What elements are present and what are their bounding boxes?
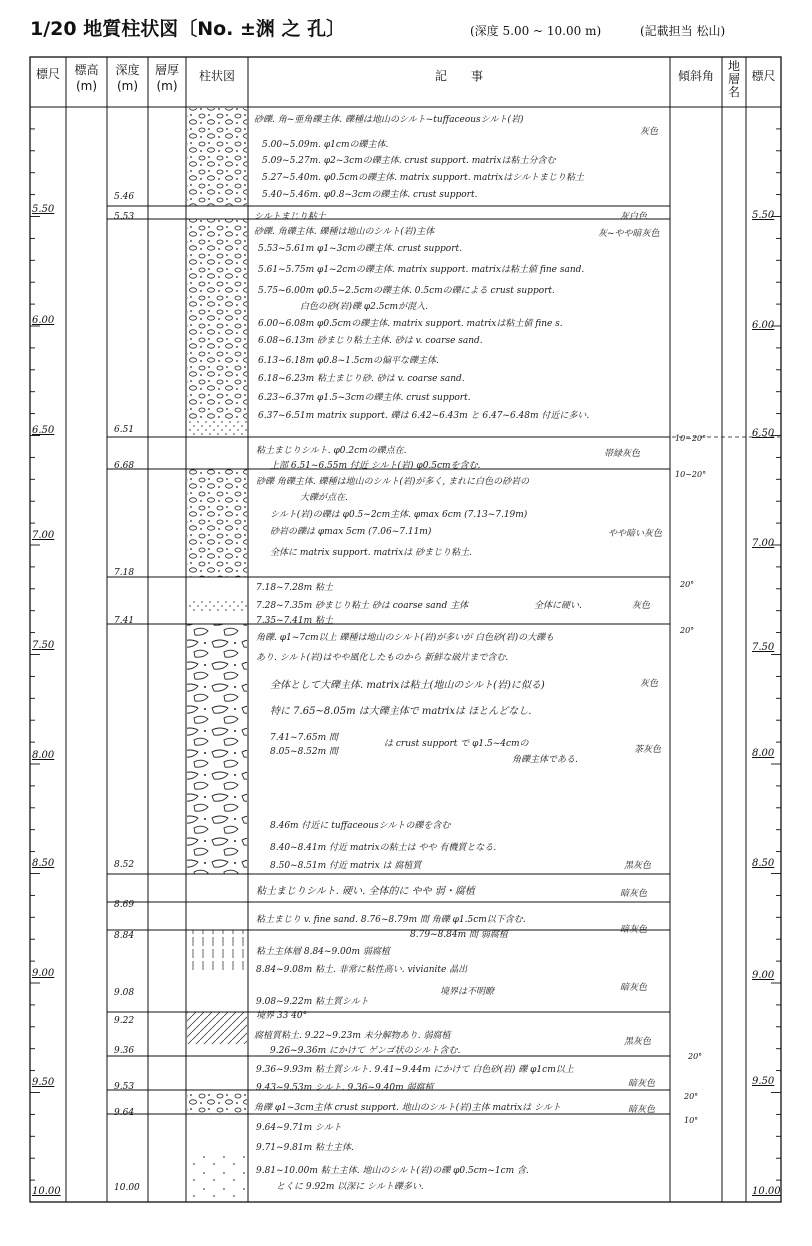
desc-color: 暗灰色 (628, 1079, 656, 1089)
scale-left-7.00: 7.00 (32, 530, 55, 541)
desc-color: 灰白色 (620, 212, 648, 222)
dip-value: 20° (680, 626, 695, 635)
desc-line: シルト(岩)の礫は φ0.5~2cm主体. φmax 6cm (7.13~7.19m) (270, 510, 528, 520)
desc-line: 8.46m 付近に tuffaceousシルトの礫を含む (270, 821, 451, 831)
desc-line: 砂礫 角礫主体. 礫種は地山のシルト(岩)が多く, まれに白色の砂岩の (256, 477, 530, 487)
desc-line: 9.43~9.53m シルト. 9.36~9.40m 弱腐植 (256, 1083, 434, 1093)
depth-range-label: (深度 5.00 ~ 10.00 m) (470, 24, 602, 38)
dip-value: 10~20° (675, 470, 707, 479)
depth-5.46: 5.46 (114, 192, 135, 202)
depth-9.36: 9.36 (114, 1046, 135, 1056)
header-column: 柱状図 (198, 69, 235, 83)
desc-line: 9.81~10.00m 粘土主体. 地山のシルト(岩)の礫 φ0.5cm~1cm 含. (256, 1166, 529, 1176)
header-scale-right: 標尺 (751, 69, 776, 83)
desc-line: 7.28~7.35m 砂まじり粘土 砂は coarse sand 主体 (256, 601, 469, 611)
desc-color: 暗灰色 (628, 1105, 656, 1115)
depth-8.69: 8.69 (114, 900, 135, 910)
scale-right-8.00: 8.00 (752, 748, 775, 759)
desc-line: 境界は不明瞭 (440, 987, 495, 997)
desc-line: 5.27~5.40m. φ0.5cmの礫主体. matrix support. matrixはシルトまじり粘土 (262, 173, 584, 183)
desc-line: 粘土まじり v. fine sand. 8.76~8.79m 間 角礫 φ1.5cm以下含む. (256, 915, 526, 925)
desc-note: 全体に硬い. (534, 601, 582, 611)
depth-7.41: 7.41 (114, 616, 135, 626)
desc-line: 5.61~5.75m φ1~2cmの礫主体. matrix support. matrixは粘土値 fine sand. (258, 265, 585, 275)
scale-right-6.00: 6.00 (752, 320, 775, 331)
desc-color: 灰~やや暗灰色 (598, 229, 660, 239)
desc-line: 腐植質粘土. 9.22~9.23m 未分解物あり. 弱腐植 (254, 1031, 451, 1041)
desc-line: 大礫が点在. (300, 493, 348, 503)
desc-color: 暗灰色 (620, 983, 648, 993)
desc-line: 5.40~5.46m. φ0.8~3cmの礫主体. crust support. (262, 190, 478, 200)
desc-line: 9.36~9.93m 粘土質シルト. 9.41~9.44m にかけて 白色砂(岩) 礫 φ1cm以上 (256, 1065, 574, 1075)
desc-line: シルトまじり粘土 (254, 212, 326, 222)
desc-line: 砂岩の礫は φmax 5cm (7.06~7.11m) (270, 527, 432, 537)
depth-9.22: 9.22 (114, 1016, 135, 1026)
header-elevation-unit: (m) (75, 79, 98, 93)
scale-left-6.00: 6.00 (32, 315, 55, 326)
depth-10.00: 10.00 (114, 1183, 140, 1193)
desc-line: 粘土まじりシルト. φ0.2cmの礫点在. (256, 446, 407, 456)
desc-line: 5.75~6.00m φ0.5~2.5cmの礫主体. 0.5cmの礫による crust support. (258, 286, 555, 296)
desc-line: 5.53~5.61m φ1~3cmの礫主体. crust support. (258, 244, 462, 254)
scale-right-6.50: 6.50 (752, 428, 775, 439)
scale-left-9.00: 9.00 (32, 968, 55, 979)
dip-value: 20° (680, 580, 695, 589)
desc-color: 暗灰色 (620, 889, 648, 899)
header-dip: 傾斜角 (677, 69, 714, 83)
scale-left-5.50: 5.50 (32, 204, 55, 215)
desc-line: あり. シルト(岩)はやや風化したものから 新鮮な破片まで含む. (256, 653, 509, 663)
depth-6.51: 6.51 (114, 425, 135, 435)
desc-line: 6.18~6.23m 粘土まじり砂. 砂は v. coarse sand. (258, 374, 465, 384)
header-depth: 深度 (115, 63, 140, 77)
desc-line: 9.08~9.22m 粘土質シルト (256, 997, 369, 1007)
desc-line: 6.37~6.51m matrix support. 礫は 6.42~6.43m と 6.47~6.48m 付近に多い. (258, 411, 590, 421)
desc-line: 6.23~6.37m φ1.5~3cmの礫主体. crust support. (258, 393, 471, 403)
depth-8.84: 8.84 (114, 931, 135, 941)
recorder-label: (記載担当 松山) (640, 24, 726, 38)
scale-left-8.00: 8.00 (32, 750, 55, 761)
desc-color: 灰色 (632, 601, 651, 611)
desc-line: 粘土主体層 8.84~9.00m 弱腐植 (256, 947, 390, 957)
desc-line: 9.64~9.71m シルト (256, 1123, 342, 1133)
scale-left-10.00: 10.00 (32, 1186, 61, 1197)
desc-line: 白色の砂(岩)礫 φ2.5cmが混入. (300, 302, 428, 312)
depth-9.08: 9.08 (114, 988, 135, 998)
dip-value: 20° (688, 1052, 703, 1061)
desc-line: 8.05~8.52m 間 (270, 747, 339, 757)
desc-line: 9.26~9.36m にかけて ゲンゴ状のシルト含む. (270, 1046, 461, 1056)
desc-line: 7.18~7.28m 粘土 (256, 583, 334, 593)
desc-line: とくに 9.92m 以深に シルト礫多い. (276, 1182, 424, 1192)
desc-line: 5.09~5.27m. φ2~3cmの礫主体. crust support. matrixは粘土分含む (262, 156, 556, 166)
scale-right-5.50: 5.50 (752, 210, 775, 221)
desc-color-mid: 茶灰色 (634, 745, 662, 755)
header-elevation: 標高 (74, 63, 99, 77)
depth-8.52: 8.52 (114, 860, 135, 870)
dip-value: 10~20° (675, 434, 707, 443)
depth-5.53: 5.53 (114, 212, 135, 222)
desc-line: 8.79~8.84m 間 弱腐植 (410, 930, 508, 940)
desc-line: 全体として大礫主体. matrixは粘土(地山のシルト(岩)に似る) (270, 680, 545, 691)
desc-line: 7.35~7.41m 粘土 (256, 616, 334, 626)
dip-value: 10° (684, 1116, 699, 1125)
scale-left-9.50: 9.50 (32, 1077, 55, 1088)
desc-line: 全体に matrix support. matrixは 砂まじり粘土. (270, 548, 472, 558)
dip-value: 20° (684, 1092, 699, 1101)
desc-line: 砂礫. 角~亜角礫主体. 礫種は地山のシルト~tuffaceousシルト(岩) (254, 115, 524, 125)
desc-line: 8.50~8.51m 付近 matrix は 腐植質 (270, 861, 422, 871)
depth-9.53: 9.53 (114, 1082, 135, 1092)
desc-color: 黒灰色 (624, 861, 652, 871)
depth-7.18: 7.18 (114, 568, 135, 578)
desc-color: 黒灰色 (624, 1037, 652, 1047)
desc-line: 6.00~6.08m φ0.5cmの礫主体. matrix support. matrixは粘土値 fine s. (258, 319, 563, 329)
desc-line: 7.41~7.65m 間 (270, 733, 339, 743)
desc-line: 9.71~9.81m 粘土主体. (256, 1143, 354, 1153)
header-thickness-unit: (m) (156, 79, 178, 93)
depth-9.64: 9.64 (114, 1108, 135, 1118)
desc-color: 帯緑灰色 (604, 449, 641, 459)
desc-line: 6.08~6.13m 砂まじり粘土主体. 砂は v. coarse sand. (258, 336, 483, 346)
lithology-column (187, 108, 247, 1202)
page-title: 1/20 地質柱状図〔No. ±渊 之 孔〕 (30, 18, 346, 40)
desc-color: やや暗い灰色 (608, 529, 663, 539)
desc-line: 8.84~9.08m 粘土. 非常に粘性高い. vivianite 晶出 (256, 965, 468, 975)
desc-line: 粘土まじりシルト. 硬い. 全体的に やや 弱・腐植 (256, 886, 475, 897)
desc-line: 砂礫. 角礫主体. 礫種は地山のシルト(岩)主体 (254, 227, 435, 237)
scale-right-9.00: 9.00 (752, 970, 775, 981)
scale-right-7.50: 7.50 (752, 642, 775, 653)
depth-6.68: 6.68 (114, 461, 135, 471)
scale-right-7.00: 7.00 (752, 538, 775, 549)
desc-line: 角礫. φ1~7cm以上 礫種は地山のシルト(岩)が多いが 白色砂(岩)の大礫も (256, 633, 555, 643)
scale-right-10.00: 10.00 (752, 1186, 781, 1197)
desc-line: 上部 6.51~6.55m 付近 シルト(岩) φ0.5cmを含む. (270, 461, 481, 471)
header-scale: 標尺 (35, 67, 60, 81)
scale-left-6.50: 6.50 (32, 425, 55, 436)
scale-right-9.50: 9.50 (752, 1076, 775, 1087)
desc-line: 8.40~8.41m 付近 matrixの粘土は やや 有機質となる. (270, 843, 497, 853)
scale-right-8.50: 8.50 (752, 858, 775, 869)
desc-line: 5.00~5.09m. φ1cmの礫主体. (262, 140, 389, 150)
scale-left-7.50: 7.50 (32, 640, 55, 651)
desc-line: は crust support で φ1.5~4cmの (384, 739, 529, 749)
desc-line: 6.13~6.18m φ0.8~1.5cmの偏平な礫主体. (258, 356, 439, 366)
desc-line: 特に 7.65~8.05m は大礫主体で matrixは ほとんどなし. (270, 706, 532, 717)
header-formation: 地層名 (727, 59, 740, 99)
header-depth-unit: (m) (116, 79, 139, 93)
desc-line: 角礫主体である. (512, 755, 578, 765)
desc-color: 灰色 (640, 127, 659, 137)
desc-color: 暗灰色 (620, 925, 648, 935)
desc-line: 角礫 φ1~3cm主体 crust support. 地山のシルト(岩)主体 matrixは シルト (254, 1103, 561, 1113)
header-description: 記 事 (434, 69, 483, 83)
header-thickness: 層厚 (154, 63, 179, 77)
scale-left-8.50: 8.50 (32, 858, 55, 869)
desc-color-top: 灰色 (640, 679, 659, 689)
desc-line: 境界 33 40° (256, 1011, 308, 1021)
